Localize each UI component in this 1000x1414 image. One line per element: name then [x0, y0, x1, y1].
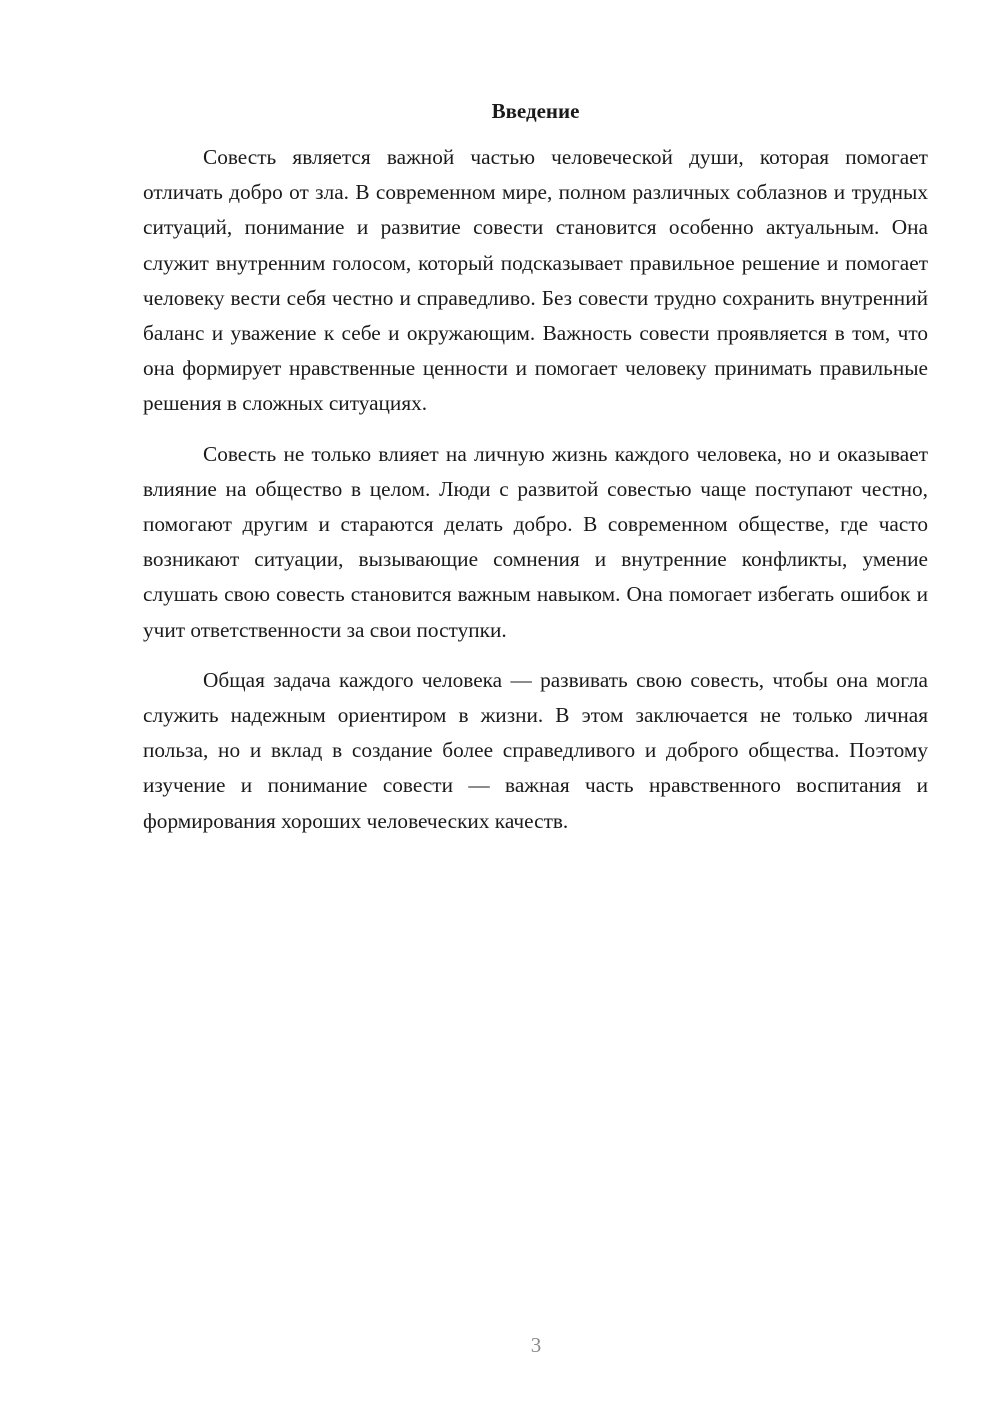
paragraph-1: Совесть является важной частью человеческой души, которая помогает отличать добро от зла. В современном мире, полном различных соблазнов и трудных ситуаций, понимание и развитие совести становится особенно актуальным. Она служит внутренним голосом, который подсказывает правильное решение и помогает человеку вести себя честно и справедливо. Без совести трудно сохранить внутренний баланс и уважение к себе и окружающим. Важность совести проявляется в том, что она формирует нравственные ценности и помогает человеку принимать правильные решения в сложных ситуациях.	[143, 145, 928, 416]
page-number: 3	[530, 1333, 542, 1357]
paragraph-3: Общая задача каждого человека — развивать свою совесть, чтобы она могла служить надежным ориентиром в жизни. В этом заключается не только личная польза, но и вклад в создание более справедливого и доброго общества. Поэтому изучение и понимание совести — важная часть нравственного воспитания и формирования хороших человеческих качеств.	[143, 667, 928, 833]
section-title: Введение	[491, 99, 580, 123]
paragraph-2: Совесть не только влияет на личную жизнь каждого человека, но и оказывает влияние на общество в целом. Люди с развитой совестью чаще поступают честно, помогают другим и стараются делать добро. В современном обществе, где часто возникают ситуации, вызывающие сомнения и внутренние конфликты, умение слушать свою совесть становится важным навыком. Она помогает избегать ошибок и учит ответственности за свои поступки.	[143, 441, 928, 642]
page-content	[143, 96, 928, 854]
